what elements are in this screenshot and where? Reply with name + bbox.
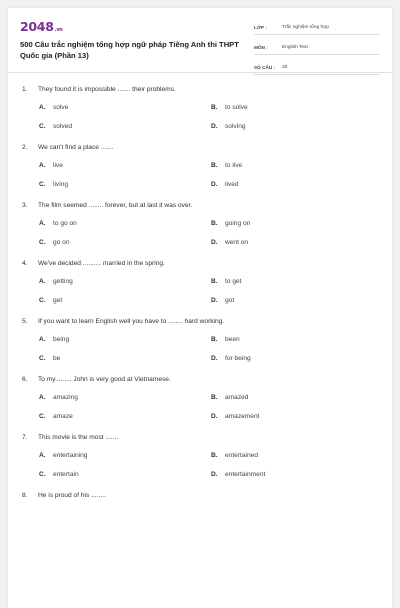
answer-option[interactable] [211,393,371,402]
question-line [22,259,382,272]
question-number: 8. [22,492,28,499]
answer-option[interactable] [39,161,211,170]
option-text: get [53,297,63,304]
option-letter: D. [211,355,218,362]
option-letter: A. [39,336,46,343]
question-number: 4. [22,260,28,267]
option-text: amazement [225,413,260,420]
answer-option[interactable] [39,219,211,228]
question-line [22,433,382,446]
question-line [22,375,382,388]
answer-option[interactable] [211,451,371,460]
answer-option[interactable] [39,238,211,247]
option-text: getting [53,278,73,285]
option-text: live [53,162,63,169]
question-line [22,143,382,156]
option-letter: B. [211,452,218,459]
option-letter: C. [39,355,46,362]
answer-options [39,451,382,479]
answer-option[interactable] [39,122,211,131]
answer-option[interactable] [39,296,211,305]
answer-option[interactable] [39,451,211,460]
option-letter: C. [39,181,46,188]
option-letter: C. [39,123,46,130]
option-letter: B. [211,336,218,343]
option-letter: C. [39,239,46,246]
answer-option[interactable] [211,103,371,112]
answer-option[interactable] [39,180,211,189]
question-text: The film seemed ........ forever, but at last it was over. [38,202,193,209]
option-letter: C. [39,471,46,478]
site-logo[interactable] [20,19,62,34]
answer-options [39,393,382,421]
question-line [22,85,382,98]
question-item [22,491,382,504]
option-letter: B. [211,220,218,227]
answer-option[interactable] [39,103,211,112]
answer-options [39,103,382,131]
question-text: We can't find a place ....... [38,144,114,151]
option-text: got [225,297,235,304]
question-number: 5. [22,318,28,325]
option-letter: A. [39,278,46,285]
option-letter: B. [211,104,218,111]
question-item [22,259,382,305]
option-text: went on [225,239,249,246]
meta-value: English Test [282,45,308,50]
question-item [22,201,382,247]
answer-option[interactable] [211,296,371,305]
option-text: entertain [53,471,79,478]
answer-options [39,335,382,363]
option-text: entertaining [53,452,88,459]
question-text: To my........, John is very good at Vietnamese. [38,376,171,383]
answer-option[interactable] [211,335,371,344]
answer-option[interactable] [39,412,211,421]
option-text: lived [225,181,239,188]
answer-options [39,277,382,305]
answer-option[interactable] [39,335,211,344]
question-number: 6. [22,376,28,383]
exam-paper [8,8,392,608]
question-text: He is proud of his ........ [38,492,106,499]
question-line [22,201,382,214]
option-text: being [53,336,70,343]
answer-option[interactable] [39,354,211,363]
question-item [22,433,382,479]
option-text: to go on [53,220,77,227]
option-text: going on [225,220,251,227]
option-text: to live [225,162,243,169]
option-text: living [53,181,69,188]
header-divider [8,72,392,73]
option-letter: A. [39,394,46,401]
answer-option[interactable] [211,470,371,479]
option-text: to get [225,278,242,285]
option-text: solved [53,123,73,130]
option-letter: D. [211,297,218,304]
option-text: for being [225,355,251,362]
option-letter: B. [211,394,218,401]
option-letter: B. [211,278,218,285]
answer-option[interactable] [211,219,371,228]
meta-row-class [254,21,380,35]
answer-option[interactable] [211,161,371,170]
question-number: 2. [22,144,28,151]
question-line [22,317,382,330]
meta-value: 25 [282,65,288,70]
option-letter: C. [39,297,46,304]
question-number: 7. [22,434,28,441]
option-letter: D. [211,181,218,188]
option-text: to solve [225,104,248,111]
meta-key: LỚP : [254,25,267,30]
logo-tld: .vn [54,27,63,33]
answer-option[interactable] [211,122,371,131]
answer-option[interactable] [211,354,371,363]
question-number: 1. [22,86,28,93]
option-text: solving [225,123,246,130]
answer-option[interactable] [211,238,371,247]
answer-options [39,219,382,247]
answer-option[interactable] [211,412,371,421]
option-text: entertained [225,452,258,459]
option-text: solve [53,104,69,111]
option-text: entertainment [225,471,266,478]
question-item [22,85,382,131]
question-item [22,143,382,189]
option-letter: A. [39,220,46,227]
option-letter: D. [211,413,218,420]
option-letter: A. [39,452,46,459]
question-item [22,375,382,421]
answer-options [39,161,382,189]
option-letter: A. [39,104,46,111]
option-letter: D. [211,471,218,478]
option-text: go on [53,239,70,246]
meta-value: Trắc nghiệm tổng hợp [282,25,329,30]
answer-option[interactable] [39,470,211,479]
page-title: 500 Câu trắc nghiệm tổng hợp ngữ pháp Tiếng Anh thi THPT Quốc gia (Phần 13) [20,40,239,60]
answer-option[interactable] [39,393,211,402]
answer-option[interactable] [211,277,371,286]
question-item [22,317,382,363]
option-letter: D. [211,123,218,130]
question-text: If you want to learn English well you have to ........ hard working. [38,318,225,325]
option-letter: B. [211,162,218,169]
option-text: amaze [53,413,73,420]
option-text: be [53,355,61,362]
question-number: 3. [22,202,28,209]
question-text: They found it is impossible ....... their problems. [38,86,176,93]
meta-row-subject [254,41,380,55]
answer-option[interactable] [39,277,211,286]
answer-option[interactable] [211,180,371,189]
option-text: been [225,336,240,343]
option-text: amazing [53,394,78,401]
option-text: amazed [225,394,249,401]
meta-key: SỐ CÂU : [254,65,276,70]
option-letter: C. [39,413,46,420]
question-text: This movie is the most ....... [38,434,119,441]
question-list [22,85,382,516]
option-letter: A. [39,162,46,169]
question-line [22,491,382,504]
meta-key: MÔN : [254,45,268,50]
question-text: We've decided .......... married in the spring. [38,260,165,267]
logo-main: 2048 [20,19,54,34]
option-letter: D. [211,239,218,246]
